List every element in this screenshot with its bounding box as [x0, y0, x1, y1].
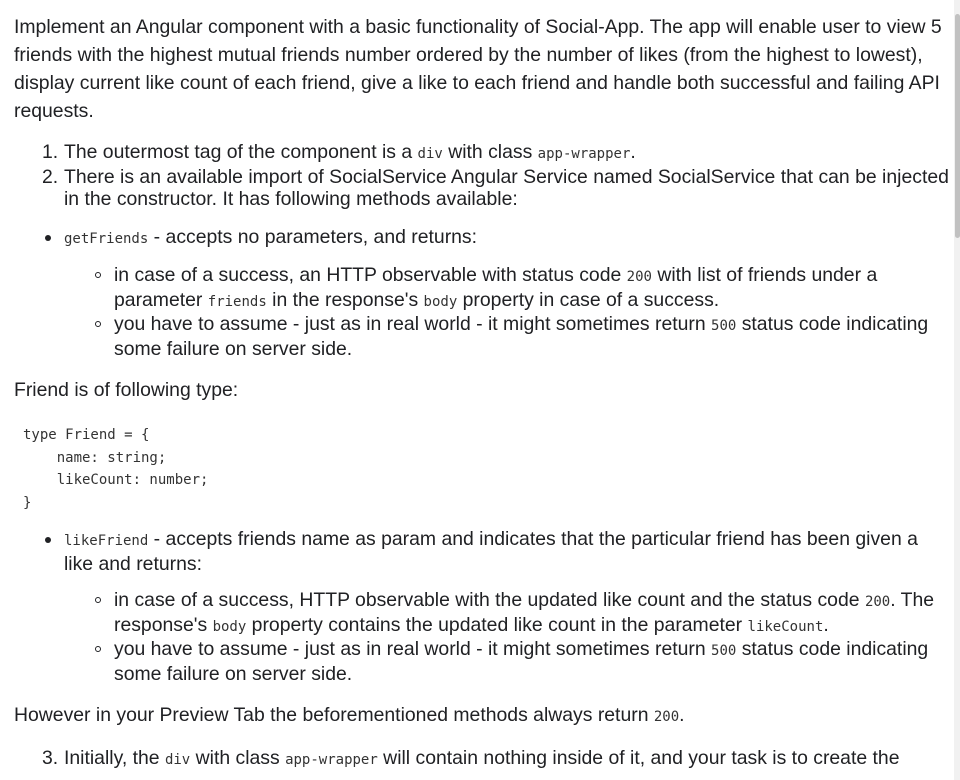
intro-paragraph: Implement an Angular component with a basic functionality of Social-App. The app will enable user to view 5 friends with the highest mutual friends number ordered by the number of likes (from the highest to lowest), display current like count of each friend, give a like to each friend and handle both successful and failing API requests. — [14, 16, 942, 122]
bullet-list-getfriends — [64, 226, 950, 251]
list-item-getfriends: getFriends - accepts no parameters, and returns: — [64, 226, 950, 251]
list-item-likefriend: likeFriend - accepts friends name as param and indicates that the particular friend has been given a like and returns: — [64, 528, 950, 575]
list-item-2: 2. There is an available import of SocialService Angular Service named SocialService that can be injected in the constructor. It has following methods available: — [42, 165, 949, 210]
vertical-scrollbar[interactable] — [954, 0, 960, 780]
document-content — [14, 13, 950, 772]
scrollbar-thumb[interactable] — [955, 14, 960, 238]
list-item-failure: you have to assume - just as in real world - it might sometimes return 500 status code indicating some failure on server side. — [114, 313, 950, 360]
bullet-list-likefriend — [64, 528, 950, 575]
friend-type-heading: Friend is of following type: — [14, 379, 239, 401]
sub-list-getfriends — [114, 264, 950, 360]
list-item-like-success: in case of a success, HTTP observable with the updated like count and the status code 200. The response's body property contains the updated like count in the parameter likeCount. — [114, 589, 950, 638]
sub-list-likefriend — [114, 589, 950, 685]
list-item-3: 3. Initially, the div with class app-wrapper will contain nothing inside of it, and your task is to create the — [42, 747, 900, 769]
ordered-list — [42, 141, 950, 211]
code-block: type Friend = { name: string; likeCount: number; } — [23, 427, 209, 511]
list-item-like-failure: you have to assume - just as in real world - it might sometimes return 500 status code indicating some failure on server side. — [114, 638, 950, 685]
list-item-success: in case of a success, an HTTP observable with status code 200 with list of friends under a parameter friends in the response's body property in case of a success. — [114, 264, 950, 313]
preview-note: However in your Preview Tab the beforementioned methods always return 200. — [14, 704, 685, 726]
list-item-1: 1. The outermost tag of the component is a div with class app-wrapper. — [42, 141, 636, 163]
ordered-list-continued — [42, 747, 950, 772]
